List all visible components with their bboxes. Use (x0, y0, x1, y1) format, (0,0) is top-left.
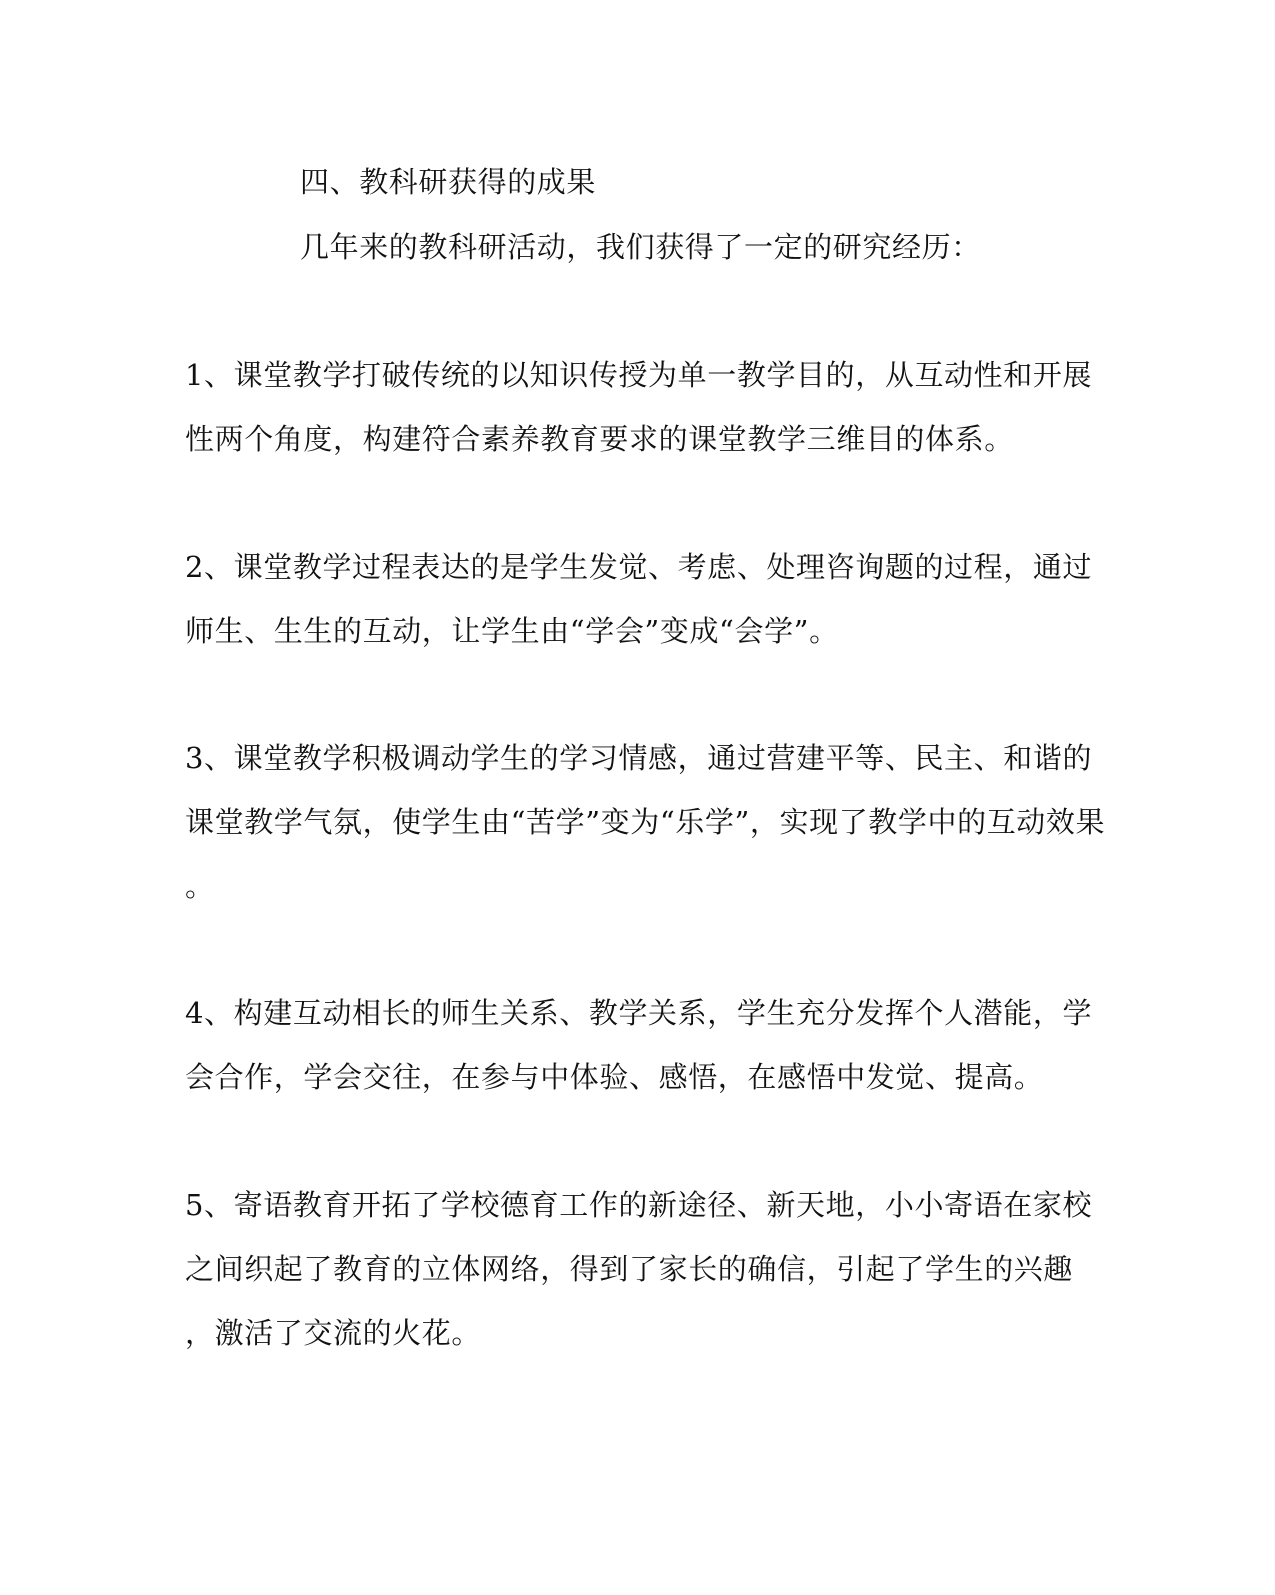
item-1-line-2: 性两个角度，构建符合素养教育要求的课堂教学三维目的体系。 (185, 422, 1014, 456)
item-4-line-2: 会合作，学会交往，在参与中体验、感悟，在感悟中发觉、提高。 (185, 1060, 1044, 1094)
item-2-line-2: 师生、生生的互动，让学生由“学会”变成“会学”。 (185, 614, 839, 648)
item-4-line-1: 4、构建互动相长的师生关系、教学关系，学生充分发挥个人潜能，学 (185, 996, 1093, 1030)
item-5-line-1: 5、寄语教育开拓了学校德育工作的新途径、新天地，小小寄语在家校 (185, 1188, 1093, 1222)
item-5-line-2: 之间织起了教育的立体网络，得到了家长的确信，引起了学生的兴趣 (185, 1252, 1074, 1286)
item-3-line-3: 。 (185, 869, 215, 903)
intro-paragraph: 几年来的教科研活动，我们获得了一定的研究经历： (300, 230, 981, 264)
item-1-line-1: 1、课堂教学打破传统的以知识传授为单一教学目的，从互动性和开展 (185, 358, 1093, 392)
item-3-line-1: 3、课堂教学积极调动学生的学习情感，通过营建平等、民主、和谐的 (185, 741, 1093, 775)
item-2-line-1: 2、课堂教学过程表达的是学生发觉、考虑、处理咨询题的过程，通过 (185, 550, 1093, 584)
item-3-line-2: 课堂教学气氛，使学生由“苦学”变为“乐学”，实现了教学中的互动效果 (185, 805, 1106, 839)
section-heading: 四、教科研获得的成果 (300, 165, 597, 199)
item-5-line-3: ，激活了交流的火花。 (185, 1316, 482, 1350)
